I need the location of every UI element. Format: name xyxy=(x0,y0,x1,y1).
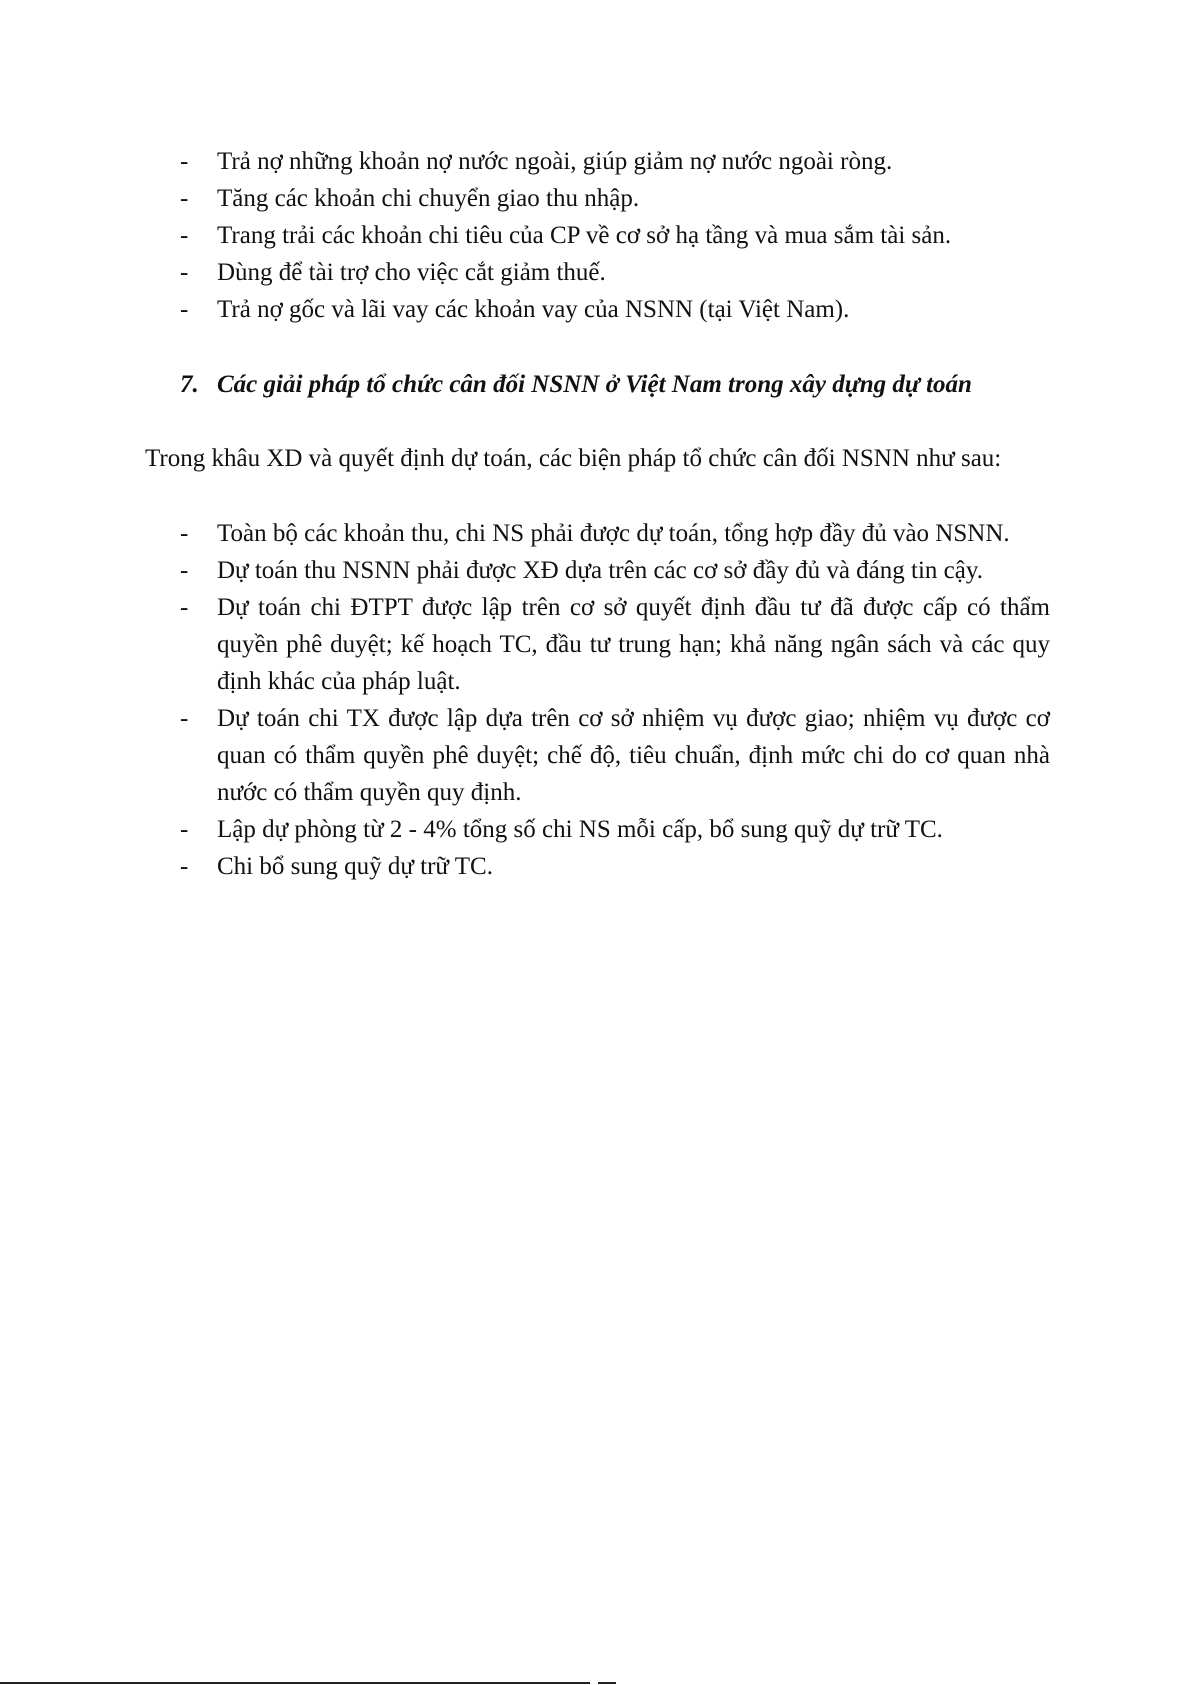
list-item-text: Dự toán chi TX được lập dựa trên cơ sở nhiệm vụ được giao; nhiệm vụ được cơ quan có thẩm quyền phê duyệt; chế độ, tiêu chuẩn, định mức chi do cơ quan nhà nước có thẩm quyền quy định. xyxy=(217,705,1050,806)
list-item xyxy=(145,217,1050,254)
list-item xyxy=(145,811,1050,848)
list-item-text: Chi bổ sung quỹ dự trữ TC. xyxy=(217,853,493,880)
intro-paragraph: Trong khâu XD và quyết định dự toán, các biện pháp tổ chức cân đối NSNN như sau: xyxy=(145,445,1002,472)
list-item-text: Lập dự phòng từ 2 - 4% tổng số chi NS mỗi cấp, bổ sung quỹ dự trữ TC. xyxy=(217,816,943,843)
list-item-text: Trả nợ những khoản nợ nước ngoài, giúp giảm nợ nước ngoài ròng. xyxy=(217,148,893,175)
list-item xyxy=(145,291,1050,328)
bullet-dash: - xyxy=(180,222,189,249)
bullet-dash: - xyxy=(180,557,189,584)
bullet-dash: - xyxy=(180,594,189,621)
list-item-text: Toàn bộ các khoản thu, chi NS phải được dự toán, tổng hợp đầy đủ vào NSNN. xyxy=(217,520,1010,547)
list-item xyxy=(145,143,1050,180)
list-item-text: Dự toán thu NSNN phải được XĐ dựa trên các cơ sở đầy đủ và đáng tin cậy. xyxy=(217,557,983,584)
list-item xyxy=(145,254,1050,291)
bullet-dash: - xyxy=(180,520,189,547)
bullet-dash: - xyxy=(180,296,189,323)
footer-divider-mark xyxy=(598,1682,616,1684)
list-item xyxy=(145,848,1050,885)
list-item xyxy=(145,180,1050,217)
bullet-dash: - xyxy=(180,148,189,175)
list-item-text: Tăng các khoản chi chuyển giao thu nhập. xyxy=(217,185,640,212)
section-heading xyxy=(180,366,1087,403)
bullet-list-top xyxy=(145,143,1050,328)
footer-divider xyxy=(0,1682,590,1684)
list-item-text: Trang trải các khoản chi tiêu của CP về cơ sở hạ tầng và mua sắm tài sản. xyxy=(217,222,952,249)
bullet-dash: - xyxy=(180,185,189,212)
list-item xyxy=(145,589,1050,700)
section-title: Các giải pháp tổ chức cân đối NSNN ở Việt Nam trong xây dựng dự toán xyxy=(217,371,972,398)
bullet-dash: - xyxy=(180,259,189,286)
list-item-text: Dùng để tài trợ cho việc cắt giảm thuế. xyxy=(217,259,606,286)
bullet-dash: - xyxy=(180,705,189,732)
bullet-dash: - xyxy=(180,816,189,843)
list-item-text: Trả nợ gốc và lãi vay các khoản vay của NSNN (tại Việt Nam). xyxy=(217,296,850,323)
list-item xyxy=(145,515,1050,552)
list-item xyxy=(145,700,1050,811)
bullet-dash: - xyxy=(180,853,189,880)
section-number: 7. xyxy=(180,371,199,398)
list-item-text: Dự toán chi ĐTPT được lập trên cơ sở quyết định đầu tư đã được cấp có thẩm quyền phê duyệt; kế hoạch TC, đầu tư trung hạn; khả năng ngân sách và các quy định khác của pháp luật. xyxy=(217,594,1050,695)
list-item xyxy=(145,552,1050,589)
bullet-list-bottom xyxy=(145,515,1050,885)
